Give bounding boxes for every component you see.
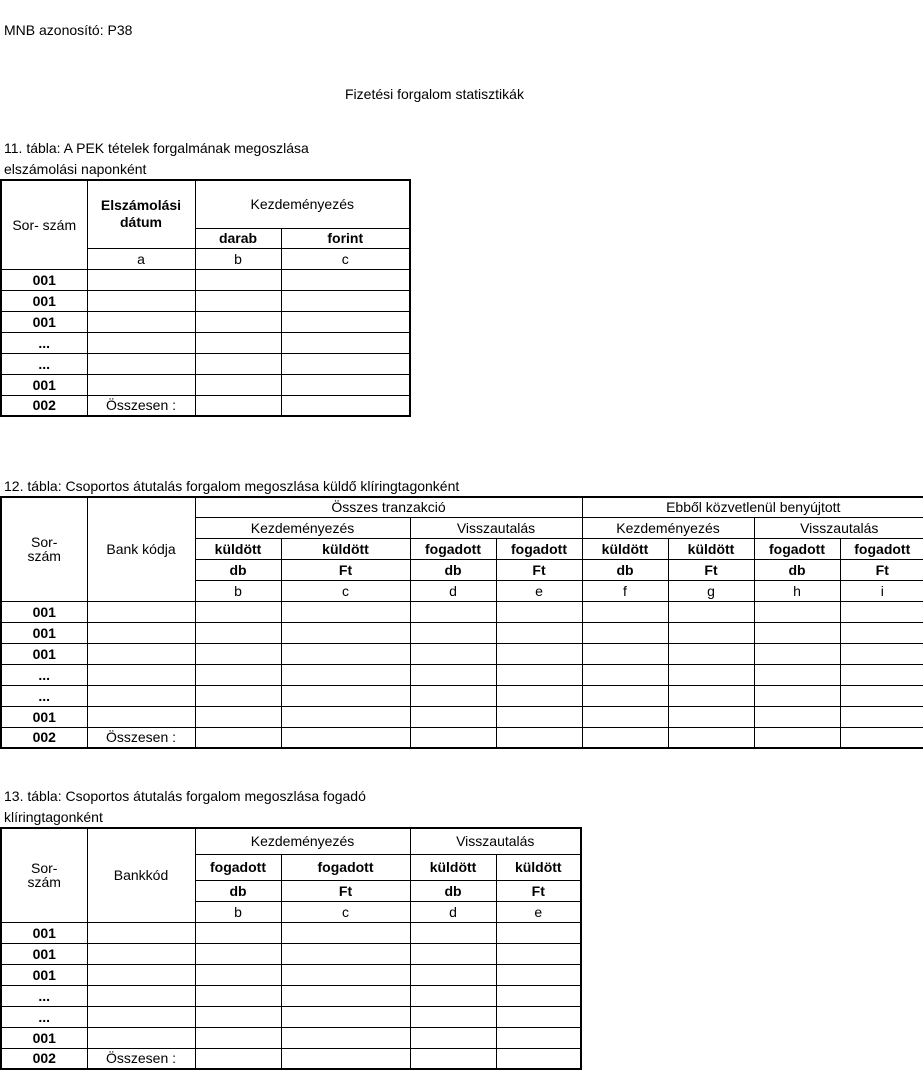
table11-cell[interactable] (195, 395, 281, 416)
table12-header-unit: db (754, 559, 840, 580)
table11-cell[interactable] (87, 269, 195, 290)
table11-header-date: Elszámolási dátum (87, 180, 195, 248)
table13-cell[interactable] (195, 964, 281, 985)
table11-cell[interactable] (87, 374, 195, 395)
table13-header-dir: küldött (410, 854, 496, 880)
table12-header-dir: fogadott (496, 538, 582, 559)
table12-letter: b (195, 580, 281, 601)
table11-caption-line2: elszámolási naponként (4, 161, 147, 177)
table13-header-bank: Bankkód (87, 828, 195, 922)
table13-cell[interactable] (496, 1006, 581, 1027)
table11 (0, 179, 411, 417)
table12-cell[interactable] (195, 664, 281, 685)
table12-cell[interactable] (840, 601, 923, 622)
table13-cell[interactable] (195, 1006, 281, 1027)
table13-cell[interactable] (496, 1027, 581, 1048)
table12-total-label: Összesen : (87, 727, 195, 748)
table13-cell[interactable] (281, 943, 410, 964)
table12-cell[interactable] (754, 706, 840, 727)
table11-cell[interactable] (195, 374, 281, 395)
table12-row-number: 001 (1, 706, 87, 727)
table12-header-unit: Ft (496, 559, 582, 580)
table12-letter: d (410, 580, 496, 601)
table13-header-kezd: Kezdeményezés (195, 828, 410, 854)
table13-cell[interactable] (195, 943, 281, 964)
table11-row-number: ... (1, 332, 87, 353)
table12-cell[interactable] (496, 664, 582, 685)
table12-header-unit: Ft (281, 559, 410, 580)
table13-cell[interactable] (410, 964, 496, 985)
table11-cell[interactable] (195, 290, 281, 311)
table11-cell[interactable] (281, 269, 410, 290)
table12-cell[interactable] (195, 685, 281, 706)
table12-cell[interactable] (668, 727, 754, 748)
table12-cell[interactable] (87, 643, 195, 664)
table12-cell[interactable] (195, 727, 281, 748)
table13-cell[interactable] (87, 964, 195, 985)
table11-header-sorszam: Sor- szám (1, 180, 87, 269)
table12-header-vissza: Visszautalás (754, 517, 923, 538)
table11-cell[interactable] (87, 353, 195, 374)
table12-cell[interactable] (496, 727, 582, 748)
table12-row-number: 001 (1, 643, 87, 664)
table12-header-kezd: Kezdeményezés (582, 517, 754, 538)
table13-cell[interactable] (87, 1006, 195, 1027)
table12-caption: 12. tábla: Csoportos átutalás forgalom megoszlása küldő klíringtagonként (4, 478, 460, 494)
table11-row-number: 001 (1, 374, 87, 395)
table11-cell[interactable] (281, 374, 410, 395)
table12-header-dir: fogadott (754, 538, 840, 559)
table12-header-unit: db (195, 559, 281, 580)
table12-header-kezd: Kezdeményezés (195, 517, 410, 538)
table12-cell[interactable] (668, 706, 754, 727)
table12-header-dir: küldött (281, 538, 410, 559)
table12-letter: f (582, 580, 668, 601)
table13-row-number: 001 (1, 922, 87, 943)
table12-row-number: 002 (1, 727, 87, 748)
table13-cell[interactable] (410, 1027, 496, 1048)
table13-header-unit: db (410, 880, 496, 901)
table12-cell[interactable] (281, 706, 410, 727)
table13-row-number: 001 (1, 943, 87, 964)
table13-cell[interactable] (195, 1027, 281, 1048)
table12-cell[interactable] (496, 622, 582, 643)
table12-cell[interactable] (496, 706, 582, 727)
table12-cell[interactable] (87, 706, 195, 727)
table12-cell[interactable] (410, 643, 496, 664)
table13-cell[interactable] (281, 985, 410, 1006)
table13-row-number: 002 (1, 1048, 87, 1069)
table11-cell[interactable] (195, 353, 281, 374)
table12-cell[interactable] (281, 685, 410, 706)
table12-cell[interactable] (496, 685, 582, 706)
table12-cell[interactable] (410, 727, 496, 748)
table13-header-sorszam: Sor- szám (1, 828, 87, 922)
table12-cell[interactable] (754, 643, 840, 664)
table12-cell[interactable] (87, 622, 195, 643)
table12-cell[interactable] (840, 706, 923, 727)
table12-row-number: 001 (1, 601, 87, 622)
table12-cell[interactable] (840, 727, 923, 748)
table13-cell[interactable] (87, 922, 195, 943)
table11-cell[interactable] (195, 332, 281, 353)
table12-header-osszes: Összes tranzakció (195, 497, 582, 517)
table12 (0, 496, 923, 749)
table13-cell[interactable] (496, 985, 581, 1006)
table12-cell[interactable] (840, 622, 923, 643)
table13-header-unit: db (195, 880, 281, 901)
table12-cell[interactable] (195, 643, 281, 664)
table13-cell[interactable] (281, 964, 410, 985)
table13-cell[interactable] (410, 1048, 496, 1069)
table13-total-label: Összesen : (87, 1048, 195, 1069)
table13-cell[interactable] (195, 922, 281, 943)
table11-row-number: 001 (1, 290, 87, 311)
table12-letter: i (840, 580, 923, 601)
table11-letter: a (87, 248, 195, 269)
table13-header-unit: Ft (496, 880, 581, 901)
table12-row-number: ... (1, 685, 87, 706)
table12-header-unit: Ft (840, 559, 923, 580)
table13-cell[interactable] (281, 922, 410, 943)
table11-cell[interactable] (281, 290, 410, 311)
table11-caption-line1: 11. tábla: A PEK tételek forgalmának megoszlása (4, 140, 309, 156)
table13-cell[interactable] (87, 1027, 195, 1048)
page-title: Fizetési forgalom statisztikák (345, 86, 524, 102)
table12-cell[interactable] (195, 706, 281, 727)
table13-row-number: 001 (1, 1027, 87, 1048)
table12-letter: c (281, 580, 410, 601)
table12-letter: e (496, 580, 582, 601)
table12-row-number: ... (1, 664, 87, 685)
table13-cell[interactable] (195, 985, 281, 1006)
table12-cell[interactable] (840, 643, 923, 664)
table12-header-dir: fogadott (840, 538, 923, 559)
table12-cell[interactable] (754, 664, 840, 685)
table12-cell[interactable] (840, 685, 923, 706)
table12-cell[interactable] (754, 601, 840, 622)
table13-cell[interactable] (496, 1048, 581, 1069)
table13-caption-line1: 13. tábla: Csoportos átutalás forgalom megoszlása fogadó (4, 788, 366, 804)
table12-cell[interactable] (754, 685, 840, 706)
table13-caption-line2: klíringtagonként (4, 809, 103, 825)
table12-cell[interactable] (582, 664, 668, 685)
table12-cell[interactable] (582, 706, 668, 727)
table11-letter: c (281, 248, 410, 269)
table11-row-number: 002 (1, 395, 87, 416)
table12-header-vissza: Visszautalás (410, 517, 582, 538)
table12-header-dir: küldött (195, 538, 281, 559)
table12-cell[interactable] (281, 622, 410, 643)
table12-cell[interactable] (668, 622, 754, 643)
table12-cell[interactable] (840, 664, 923, 685)
table13 (0, 827, 582, 1070)
table12-header-dir: küldött (582, 538, 668, 559)
table12-cell[interactable] (668, 601, 754, 622)
table12-header-unit: db (410, 559, 496, 580)
table12-letter: h (754, 580, 840, 601)
table13-cell[interactable] (410, 1006, 496, 1027)
table12-letter: g (668, 580, 754, 601)
table11-cell[interactable] (281, 332, 410, 353)
table11-row-number: 001 (1, 311, 87, 332)
table13-letter: d (410, 901, 496, 922)
table12-cell[interactable] (410, 685, 496, 706)
table11-row-number: 001 (1, 269, 87, 290)
table13-cell[interactable] (496, 964, 581, 985)
table11-cell[interactable] (281, 353, 410, 374)
table13-cell[interactable] (87, 943, 195, 964)
table11-cell[interactable] (281, 395, 410, 416)
table12-cell[interactable] (87, 685, 195, 706)
table12-header-dir: fogadott (410, 538, 496, 559)
table12-cell[interactable] (668, 664, 754, 685)
table12-cell[interactable] (582, 643, 668, 664)
table12-cell[interactable] (754, 622, 840, 643)
table12-cell[interactable] (87, 601, 195, 622)
table12-cell[interactable] (281, 727, 410, 748)
table12-cell[interactable] (668, 643, 754, 664)
table13-letter: c (281, 901, 410, 922)
table12-cell[interactable] (281, 664, 410, 685)
table12-row-number: 001 (1, 622, 87, 643)
table12-cell[interactable] (87, 664, 195, 685)
table13-letter: b (195, 901, 281, 922)
table11-header-kezdemenyezes: Kezdeményezés (195, 180, 410, 228)
table11-total-label: Összesen : (87, 395, 195, 416)
table12-cell[interactable] (410, 706, 496, 727)
table13-cell[interactable] (410, 943, 496, 964)
table13-cell[interactable] (496, 922, 581, 943)
table12-cell[interactable] (668, 685, 754, 706)
table12-header-unit: Ft (668, 559, 754, 580)
table11-cell[interactable] (281, 311, 410, 332)
table11-cell[interactable] (195, 311, 281, 332)
table13-cell[interactable] (410, 922, 496, 943)
table13-cell[interactable] (87, 985, 195, 1006)
table12-cell[interactable] (496, 643, 582, 664)
table11-header-darab: darab (195, 228, 281, 248)
table13-header-dir: küldött (496, 854, 581, 880)
table12-cell[interactable] (496, 601, 582, 622)
table12-cell[interactable] (410, 622, 496, 643)
table12-cell[interactable] (195, 601, 281, 622)
table12-header-kozvetlen: Ebből közvetlenül benyújtott (582, 497, 923, 517)
table13-cell[interactable] (281, 1006, 410, 1027)
table11-cell[interactable] (87, 332, 195, 353)
table12-cell[interactable] (582, 685, 668, 706)
table12-cell[interactable] (281, 643, 410, 664)
table13-header-vissza: Visszautalás (410, 828, 581, 854)
table12-header-unit: db (582, 559, 668, 580)
table13-row-number: 001 (1, 964, 87, 985)
table11-cell[interactable] (87, 311, 195, 332)
table13-letter: e (496, 901, 581, 922)
table13-cell[interactable] (281, 1048, 410, 1069)
table11-cell[interactable] (87, 290, 195, 311)
table11-cell[interactable] (195, 269, 281, 290)
table11-header-forint: forint (281, 228, 410, 248)
table12-header-sorszam: Sor- szám (1, 497, 87, 601)
table12-cell[interactable] (754, 727, 840, 748)
table12-header-bank: Bank kódja (87, 497, 195, 601)
table13-cell[interactable] (195, 1048, 281, 1069)
table13-cell[interactable] (496, 943, 581, 964)
table12-cell[interactable] (410, 664, 496, 685)
mnb-id-line: MNB azonosító: P38 (4, 22, 133, 38)
table12-cell[interactable] (582, 727, 668, 748)
table13-row-number: ... (1, 985, 87, 1006)
table12-cell[interactable] (195, 622, 281, 643)
table13-cell[interactable] (281, 1027, 410, 1048)
table12-cell[interactable] (410, 601, 496, 622)
table12-cell[interactable] (582, 622, 668, 643)
table13-row-number: ... (1, 1006, 87, 1027)
table11-letter: b (195, 248, 281, 269)
table13-header-unit: Ft (281, 880, 410, 901)
table12-cell[interactable] (582, 601, 668, 622)
table13-header-dir: fogadott (281, 854, 410, 880)
table13-header-dir: fogadott (195, 854, 281, 880)
table12-cell[interactable] (281, 601, 410, 622)
table13-cell[interactable] (410, 985, 496, 1006)
table11-row-number: ... (1, 353, 87, 374)
table12-header-dir: küldött (668, 538, 754, 559)
